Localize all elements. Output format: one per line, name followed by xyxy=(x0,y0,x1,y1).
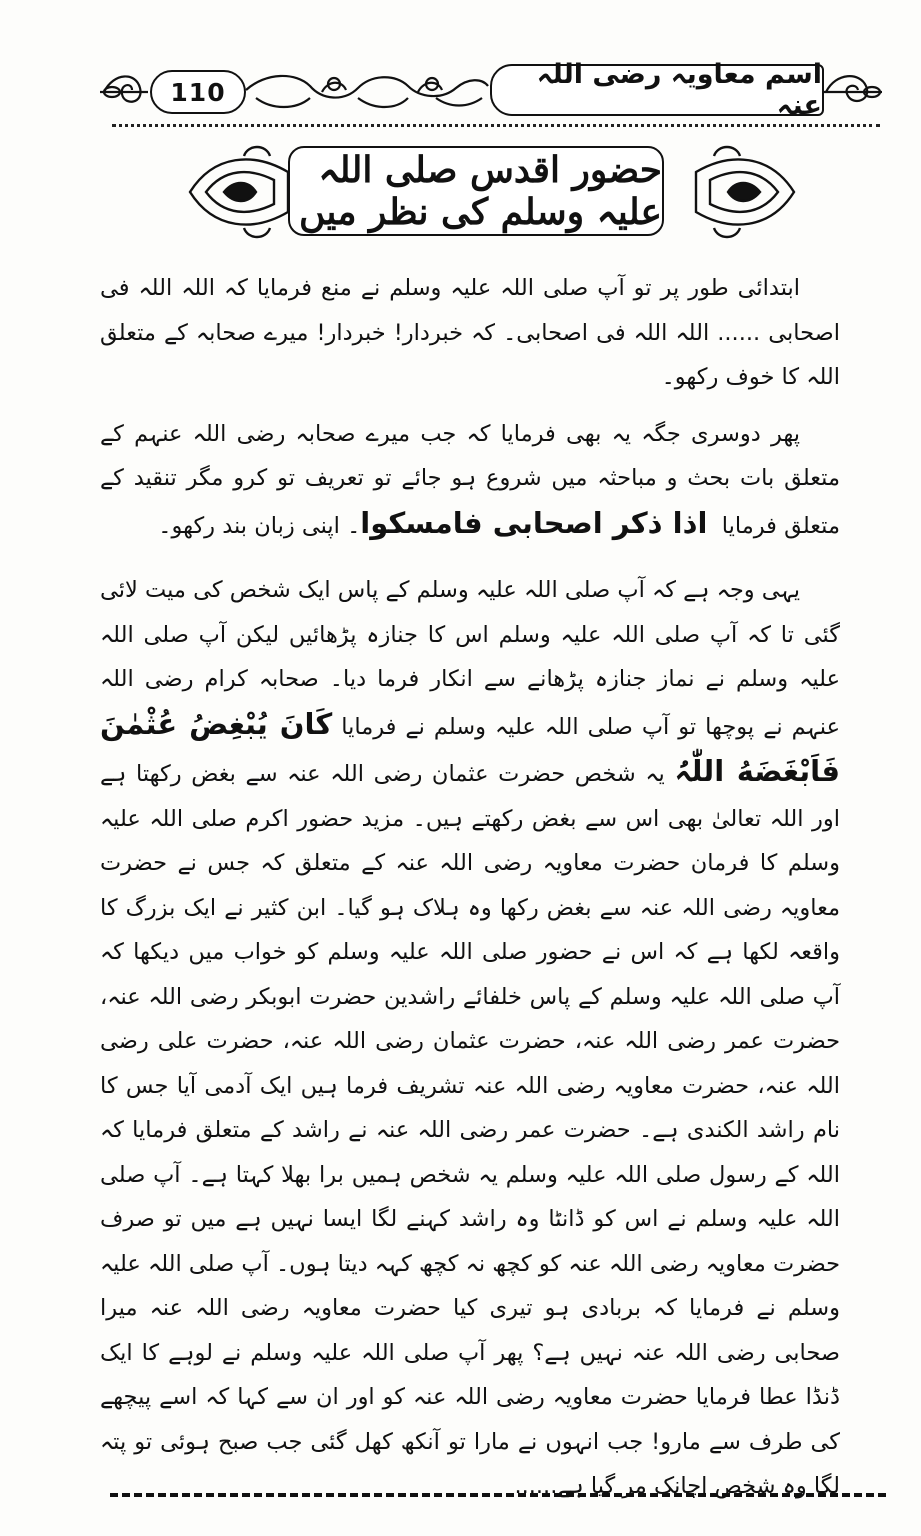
paragraph-3 xyxy=(100,568,840,1509)
footer-divider xyxy=(110,1493,886,1497)
paragraph-2 xyxy=(100,412,840,549)
chapter-title: حضور اقدس صلی اللہ علیہ وسلم کی نظر میں xyxy=(288,146,664,236)
running-head-title: اسم معاویہ رضی اللہ عنہ xyxy=(490,64,824,116)
page-number: 110 xyxy=(150,70,246,114)
arabic-quote: اذا ذکر اصحابی فامسکوا xyxy=(360,505,708,540)
header-divider xyxy=(112,124,880,127)
paragraph-2-ending: ۔ اپنی زبان بند رکھو۔ xyxy=(158,512,361,539)
paragraph-3-text: یہ شخص حضرت عثمان رضی اللہ عنہ سے بغض رکھتا ہے اور اللہ تعالیٰ بھی اس سے بغض رکھتے ہیں۔ مزید حضور اکرم صلی اللہ علیہ وسلم کا فرمان حضرت معاویہ رضی اللہ عنہ کے متعلق کہ جس نے حضرت معاویہ رضی اللہ عنہ سے بغض رکھا وہ ہلاک ہو گیا۔ ابن کثیر نے ایک بزرگ کا واقعہ لکھا ہے کہ اس نے حضور صلی اللہ علیہ وسلم کو خواب میں دیکھا کہ آپ صلی اللہ علیہ وسلم کے پاس خلفائے راشدین حضرت ابوبکر رضی اللہ عنہ، حضرت عمر رضی اللہ عنہ، حضرت عثمان رضی اللہ عنہ، حضرت علی رضی اللہ عنہ، حضرت معاویہ رضی اللہ عنہ تشریف فرما ہیں ایک آدمی آیا جس کا نام راشد الکندی ہے۔ حضرت عمر رضی اللہ عنہ نے راشد کے متعلق فرمایا کہ اللہ کے رسول صلی اللہ علیہ وسلم یہ شخص ہمیں برا بھلا کہتا ہے۔ آپ صلی اللہ علیہ وسلم نے اس کو ڈانٹا وہ راشد کہنے لگا ایسا نہیں ہے میں تو صرف حضرت معاویہ رضی اللہ عنہ کو کچھ نہ کچھ کہہ دیتا ہوں۔ آپ صلی اللہ علیہ وسلم نے فرمایا کہ بربادی ہو تیری کیا حضرت معاویہ رضی اللہ عنہ میرا صحابی رضی اللہ عنہ نہیں ہے؟ پھر آپ صلی اللہ علیہ وسلم نے لوہے کا ایک ڈنڈا عطا فرمایا حضرت معاویہ رضی اللہ عنہ کو اور ان سے کہا کہ اسے پیچھے کی طرف سے مارو! جب انہوں نے مارا تو آنکھ کھل گئی جب صبح ہوئی تو پتہ لگا وہ شخص اچانک مر گیا ہے...... xyxy=(100,761,840,1499)
body-text xyxy=(100,266,840,1529)
paragraph-1: ابتدائی طور پر تو آپ صلی اللہ علیہ وسلم نے منع فرمایا کہ اللہ اللہ فی اصحابی ...... اللہ اللہ فی اصحابی۔ کہ خبردار! خبردار! میرے صحابہ کے متعلق اللہ کا خوف رکھو۔ xyxy=(100,275,840,390)
paragraph-2-text: پھر دوسری جگہ یہ بھی فرمایا کہ جب میرے صحابہ رضی اللہ عنہم کے متعلق بات بحث و مباحثہ میں شروع ہو جائے تو تعریف تو کرو مگر تنقید کے متعلق فرمایا xyxy=(100,420,840,539)
paragraph-3-opening: یہی وجہ ہے کہ آپ صلی اللہ علیہ وسلم کے پاس ایک شخص کی میت لائی گئی تا کہ آپ صلی اللہ علیہ وسلم اس کا جنازہ پڑھائیں لیکن آپ صلی اللہ علیہ وسلم نے نماز جنازہ پڑھانے سے انکار فرما دیا۔ صحابہ کرام رضی اللہ عنہم نے پوچھا تو آپ صلی اللہ علیہ وسلم نے فرمایا xyxy=(100,577,841,740)
arabic-hadith: کَانَ یُبْغِضُ عُثْمٰنَ فَاَبْغَضَهُ اللّٰہُ xyxy=(100,706,840,788)
